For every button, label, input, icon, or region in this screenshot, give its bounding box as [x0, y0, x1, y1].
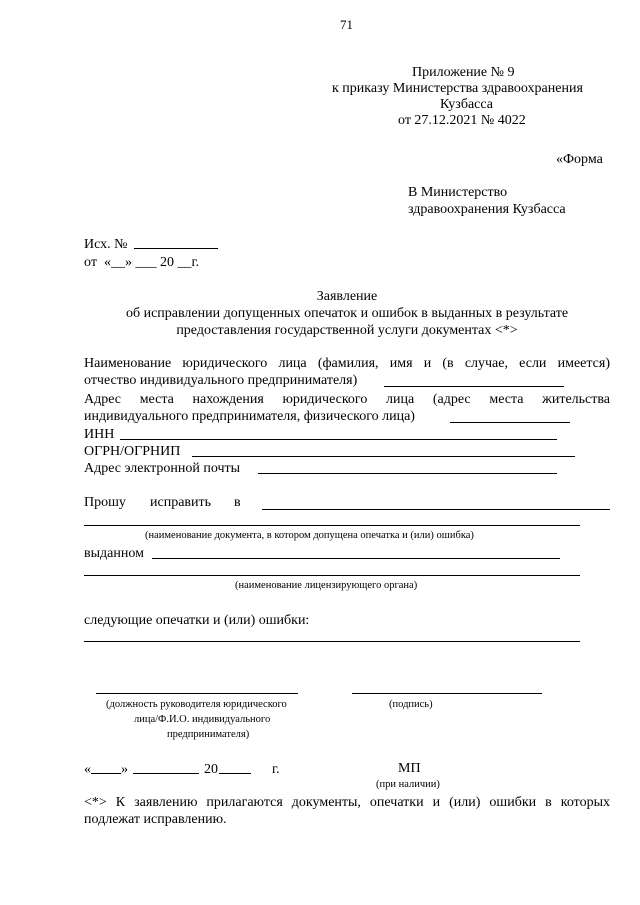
outgoing-date-from: от: [84, 255, 97, 270]
ogrn-label: ОГРН/ОГРНИП: [84, 444, 181, 459]
footnote-line-2: подлежат исправлению.: [84, 812, 227, 827]
position-caption-2: лица/Ф.И.О. индивидуального: [134, 714, 271, 725]
request-v: в: [234, 495, 241, 510]
appendix-line-3: Кузбасса: [440, 97, 493, 112]
footnote-line-1: <*> К заявлению прилагаются документы, опечатки и (или) ошибки в которых: [84, 795, 610, 810]
signature-caption: (подпись): [389, 699, 433, 710]
recipient-line-2: здравоохранения Кузбасса: [408, 202, 566, 217]
ogrn-field[interactable]: [192, 456, 575, 457]
appendix-line-4: от 27.12.2021 № 4022: [398, 113, 526, 128]
position-caption-1: (должность руководителя юридического: [106, 699, 287, 710]
outgoing-number-label: Исх. №: [84, 237, 128, 252]
request-document-field[interactable]: [262, 509, 610, 510]
recipient-line-1: В Министерство: [408, 185, 508, 200]
date-year-field[interactable]: [219, 773, 251, 774]
document-caption: (наименование документа, в котором допущена опечатка и (или) ошибка): [145, 530, 474, 541]
org-caption: (наименование лицензирующего органа): [235, 580, 418, 591]
address-field[interactable]: [450, 422, 570, 423]
stamp-label: МП: [398, 761, 421, 776]
request-prosu: Прошу: [84, 495, 126, 510]
inn-label: ИНН: [84, 427, 115, 442]
page-number: 71: [340, 17, 353, 32]
inn-field[interactable]: [120, 439, 557, 440]
position-caption-3: предпринимателя): [167, 729, 250, 740]
form-label: «Форма: [556, 152, 603, 167]
date-month-field[interactable]: [133, 773, 199, 774]
document-title: Заявление: [316, 289, 378, 304]
date-year-prefix: 20: [204, 762, 218, 777]
outgoing-date-template: «__» ___ 20 __г.: [104, 255, 200, 270]
issued-field[interactable]: [152, 558, 560, 559]
date-g: г.: [272, 762, 280, 777]
appendix-line-1: Приложение № 9: [412, 65, 515, 80]
outgoing-number-field[interactable]: [134, 248, 218, 249]
date-close-quote: »: [121, 762, 128, 777]
signature-field[interactable]: [352, 693, 542, 694]
address-label-line-1: Адрес места нахождения юридического лица (адрес места жительства: [84, 392, 610, 407]
position-field[interactable]: [96, 693, 298, 694]
document-subtitle-1: об исправлении допущенных опечаток и ошибок в выданных в результате: [125, 306, 569, 321]
date-day-field[interactable]: [91, 773, 121, 774]
stamp-caption: (при наличии): [376, 779, 440, 790]
request-ispravit: исправить: [150, 495, 212, 510]
email-field[interactable]: [258, 473, 557, 474]
email-label: Адрес электронной почты: [84, 461, 241, 476]
issued-label: выданном: [84, 546, 144, 561]
errors-field[interactable]: [84, 641, 580, 642]
name-label-line-2: отчество индивидуального предпринимателя): [84, 373, 358, 388]
issued-field-2[interactable]: [84, 575, 580, 576]
request-document-field-2[interactable]: [84, 525, 580, 526]
document-subtitle-2: предоставления государственной услуги документах <*>: [176, 323, 518, 338]
name-field[interactable]: [384, 386, 564, 387]
address-label-line-2: индивидуального предпринимателя, физического лица): [84, 409, 415, 424]
errors-label: следующие опечатки и (или) ошибки:: [84, 613, 310, 628]
name-label-line-1: Наименование юридического лица (фамилия, имя и (в случае, если имеется): [84, 356, 610, 371]
date-open-quote: «: [84, 762, 91, 777]
appendix-line-2: к приказу Министерства здравоохранения: [332, 81, 583, 96]
